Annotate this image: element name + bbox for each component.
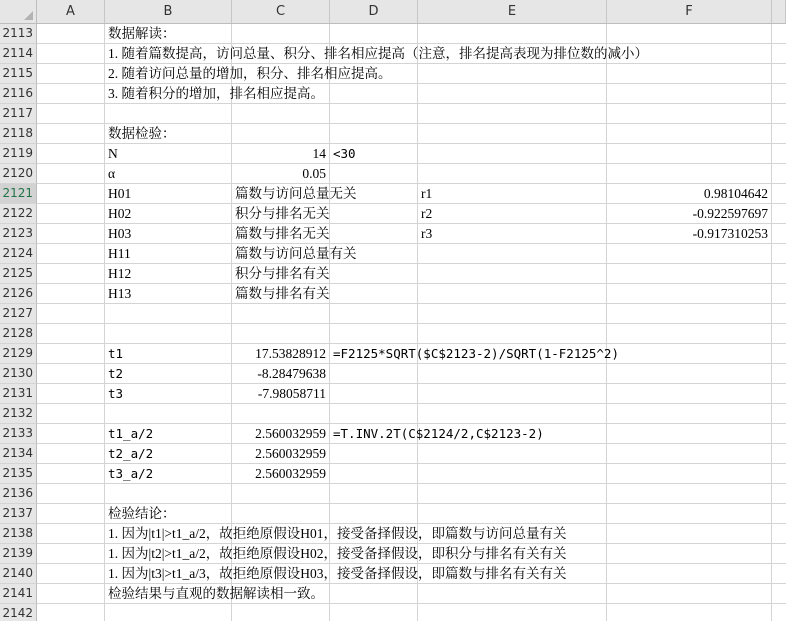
cell-b2134[interactable]: t2_a/2: [108, 446, 154, 461]
row-header-2114[interactable]: 2114: [0, 44, 37, 64]
cell-b2125[interactable]: H12: [108, 266, 132, 281]
cell-b2140[interactable]: 1. 因为|t3|>t1_a/3，故拒绝原假设H03，接受备择假设，即篇数与排名有关有关: [108, 566, 567, 581]
row-header-2124[interactable]: 2124: [0, 244, 37, 264]
row-header-2131[interactable]: 2131: [0, 384, 37, 404]
row-header-2113[interactable]: 2113: [0, 24, 37, 44]
column-header-d[interactable]: D: [330, 0, 418, 24]
cell-b2124[interactable]: H11: [108, 246, 131, 261]
row-gridline: [37, 383, 786, 384]
column-header-next[interactable]: [772, 0, 786, 24]
cell-f2121[interactable]: 0.98104642: [703, 186, 768, 201]
row-header-2126[interactable]: 2126: [0, 284, 37, 304]
cell-c2135[interactable]: 2.560032959: [255, 466, 326, 481]
cell-b2119[interactable]: N: [108, 146, 118, 161]
cell-c2123[interactable]: 篇数与排名无关: [235, 226, 330, 241]
row-header-2138[interactable]: 2138: [0, 524, 37, 544]
cell-b2139[interactable]: 1. 因为|t2|>t1_a/2，故拒绝原假设H02，接受备择假设，即积分与排名有关有关: [108, 546, 567, 561]
select-all-corner[interactable]: [0, 0, 37, 24]
cell-b2121[interactable]: H01: [108, 186, 132, 201]
cell-c2130[interactable]: -8.28479638: [257, 366, 326, 381]
row-header-2140[interactable]: 2140: [0, 564, 37, 584]
row-header-2139[interactable]: 2139: [0, 544, 37, 564]
row-header-2116[interactable]: 2116: [0, 84, 37, 104]
cell-c2134[interactable]: 2.560032959: [255, 446, 326, 461]
cell-f2123[interactable]: -0.917310253: [692, 226, 768, 241]
cell-c2129[interactable]: 17.53828912: [255, 346, 326, 361]
cell-c2124[interactable]: 篇数与访问总量有关: [235, 246, 357, 261]
column-header-b[interactable]: B: [105, 0, 232, 24]
cell-b2141[interactable]: 检验结果与直观的数据解读相一致。: [108, 586, 324, 601]
row-header-2136[interactable]: 2136: [0, 484, 37, 504]
cell-b2118[interactable]: 数据检验：: [108, 126, 176, 141]
cell-c2122[interactable]: 积分与排名无关: [235, 206, 330, 221]
cell-f2122[interactable]: -0.922597697: [692, 206, 768, 221]
cell-b2113[interactable]: 数据解读：: [108, 26, 176, 41]
row-gridline: [37, 263, 786, 264]
column-header-e[interactable]: E: [418, 0, 607, 24]
row-header-2121[interactable]: 2121: [0, 184, 37, 204]
column-gridline: [104, 24, 105, 621]
row-header-2120[interactable]: 2120: [0, 164, 37, 184]
row-header-2130[interactable]: 2130: [0, 364, 37, 384]
cell-c2126[interactable]: 篇数与排名有关: [235, 286, 330, 301]
column-gridline: [771, 24, 772, 621]
cell-b2116[interactable]: 3. 随着积分的增加，排名相应提高。: [108, 86, 324, 101]
row-header-2132[interactable]: 2132: [0, 404, 37, 424]
row-header-2141[interactable]: 2141: [0, 584, 37, 604]
cell-e2121[interactable]: r1: [421, 186, 433, 201]
cell-c2133[interactable]: 2.560032959: [255, 426, 326, 441]
cell-b2138[interactable]: 1. 因为|t1|>t1_a/2，故拒绝原假设H01，接受备择假设，即篇数与访问总量有关: [108, 526, 567, 541]
column-header-f[interactable]: F: [607, 0, 772, 24]
cell-c2131[interactable]: -7.98058711: [257, 386, 326, 401]
row-header-2122[interactable]: 2122: [0, 204, 37, 224]
row-header-2119[interactable]: 2119: [0, 144, 37, 164]
row-header-2135[interactable]: 2135: [0, 464, 37, 484]
cell-b2131[interactable]: t3: [108, 386, 124, 401]
row-header-2118[interactable]: 2118: [0, 124, 37, 144]
row-gridline: [37, 163, 786, 164]
row-gridline: [37, 323, 786, 324]
cell-b2137[interactable]: 检验结论：: [108, 506, 176, 521]
cell-b2130[interactable]: t2: [108, 366, 124, 381]
row-header-2142[interactable]: 2142: [0, 604, 37, 621]
row-header-2129[interactable]: 2129: [0, 344, 37, 364]
cell-b2115[interactable]: 2. 随着访问总量的增加，积分、排名相应提高。: [108, 66, 392, 81]
row-header-2133[interactable]: 2133: [0, 424, 37, 444]
cell-b2114[interactable]: 1. 随着篇数提高，访问总量、积分、排名相应提高（注意，排名提高表现为排位数的减小）: [108, 46, 648, 61]
cell-b2123[interactable]: H03: [108, 226, 132, 241]
cell-c2119[interactable]: 14: [312, 146, 326, 161]
row-header-2127[interactable]: 2127: [0, 304, 37, 324]
cell-c2125[interactable]: 积分与排名有关: [235, 266, 330, 281]
column-header-a[interactable]: A: [37, 0, 105, 24]
row-header-2137[interactable]: 2137: [0, 504, 37, 524]
column-header-c[interactable]: C: [232, 0, 330, 24]
cell-b2129[interactable]: t1: [108, 346, 124, 361]
row-header-2123[interactable]: 2123: [0, 224, 37, 244]
cell-c2120[interactable]: 0.05: [302, 166, 326, 181]
cell-d2133[interactable]: =T.INV.2T(C$2124/2,C$2123-2): [333, 426, 544, 441]
cell-d2119[interactable]: <30: [333, 146, 356, 161]
cell-d2129[interactable]: =F2125*SQRT($C$2123-2)/SQRT(1-F2125^2): [333, 346, 619, 361]
row-header-2115[interactable]: 2115: [0, 64, 37, 84]
cell-e2122[interactable]: r2: [421, 206, 433, 221]
cell-b2122[interactable]: H02: [108, 206, 132, 221]
cell-b2135[interactable]: t3_a/2: [108, 466, 154, 481]
cell-b2120[interactable]: α: [108, 166, 116, 181]
row-gridline: [37, 403, 786, 404]
row-header-2134[interactable]: 2134: [0, 444, 37, 464]
column-gridline: [606, 24, 607, 621]
cell-c2121[interactable]: 篇数与访问总量无关: [235, 186, 357, 201]
cell-b2133[interactable]: t1_a/2: [108, 426, 154, 441]
row-gridline: [37, 283, 786, 284]
row-header-2128[interactable]: 2128: [0, 324, 37, 344]
row-header-2117[interactable]: 2117: [0, 104, 37, 124]
row-gridline: [37, 303, 786, 304]
cell-e2123[interactable]: r3: [421, 226, 433, 241]
row-header-2125[interactable]: 2125: [0, 264, 37, 284]
cell-b2126[interactable]: H13: [108, 286, 132, 301]
